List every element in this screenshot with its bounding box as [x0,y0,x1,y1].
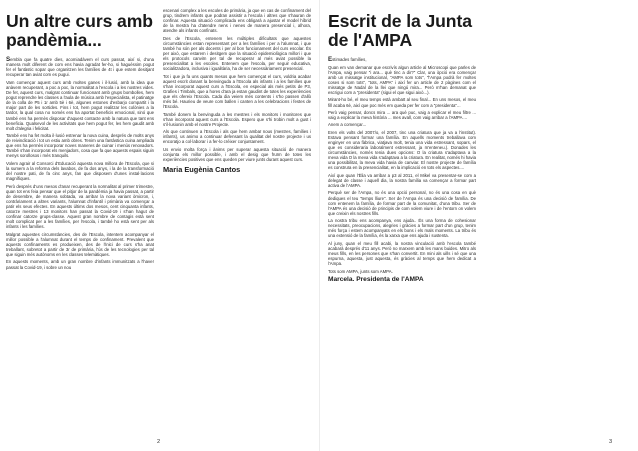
right-page-title: Escrit de la Junta de l'AMPA [328,11,472,50]
paragraph: Quan em van demanar que escrivís algun article al Microscopi que parles de l'Ampa, vaig pensar "i ara... què tinc a dir?" Clar, una òpció era començar amb un missatge institucional, "AMPA som tots", "l'Ampa podrà fer moltes coses si som tots", "tots, AMPA" i així fer un article de 2 pàgines com el missatge de Nadal de la llei que ningú mira... Però m'han demanat que escrigui com a "presidenta" (sigui el que sigui això...). [328,64,476,96]
paragraph: També donem la benvinguda a les mestres i els monitors i monitores que s'han incorporat aquest curs a l'Escola. Espero que s'hi trobin molt a gust i s'il·lusionin amb el nostre Projecte. [163,111,311,127]
paragraph: Vam començar aquest curs amb moltes ganes i il·lusió, amb la idea que anàvem recuperant, a poc a poc, la normalitat a l'escola i a les nostres vides. De fet, aquest curs, malgrat continuar funcionant amb grups bombolles, hem pogut reprendre les classes a l'aula de música amb l'especialista, el patinatge de la colla de P5 i 1r amb 5è i 6è, algunes estones d'esbarjo compartit i la major part de les sortides. Fins i tot, hem pogut realitzar les colònies a la tardor, la qual cosa no només ens ha aportat beneficis emocional, sinó que també ens ha permès disposar d'aquest contacte amb la natura que tant ens beneficia. Qualsevol de les activitats que hem pogut fer, les hem gaudit amb molt d'alegria i felicitat. [6,79,154,131]
paragraph: Us envio molta força i ànims per superar aquesta situació de manera conjunta els millor possible, i amb el desig que fruïm de totes les experiències positives que ens queden per viure junts durant aquest curs. [163,146,311,163]
author-signature: Maria Eugènia Cantos [163,165,241,175]
paragraph: Als que continuen a l'Escola i als que hem ambaï nous (mestres, famílies i infants), us animo a continuar defensant la qualitat del nostre projecte i us encoratjo a col·laborar i a fer-lo créixer conjuntament. [163,129,311,145]
paragraph: Al juny, quan el meu fill acabi, la nostra vinculació amb l'escola també acabarà després d'11 anys. Però no marxem amb les mans buides. Mitro als meus fills, en les persones que s'han convertit. En mini als uills i sé que una espurna, aquesta, just aquesta, és gràcies al temps que hem dedicat a l'Ampa. [328,240,476,267]
paragraph: escenari complex a les escoles de primària, ja que en cas de confinament del grup, tindrem infants que podran assistir a l'escola i altres que s'hauran de confinar. Aquesta situació complicada ens obligarà a ajustar el model híbrid de la mestra ha d'atendre nens i nenes de manera presencial i, alhora, atendre als infants confinats. [163,8,311,34]
right-page-column-1 [328,8,476,432]
paragraph: Però després d'uns mesos d'anar recuperant la normalitat al primer trimestre, quan tot ens feia pensar que el pitjor de la pandèmia ja havia passat, a partir de desembre, de manera sobtada, va arribar la nova variant òmicron, i, contràriament a altres variants, l'alumnat d'infantil i primària va començar a patir els seus efectes. En aquests últims dos mesos, cent cinquanta infants, catorze mestres i 13 monitors han passat la Covid-19 i s'han hagut de confinar catorze grups-classe. Aquest gran nombre de contagis està sent molt complicat per a les famílies, per l'escola, i també ho està sent per als infants i les famílies. [6,183,154,230]
paragraph: Des de l'Escola, entenem les múltiples dificultats que aquestes circumstàncies estan representant per a les famílies i per a l'alumnat, i que també ho són per als docents i per al bon funcionament del curs escolar. És per això, que estarem i desitgem que la situació epidemiològica millori i que els protocols canviïn per tal de recuperar al més aviat possible la presencialitat a les escoles. Entenem que l'escola, per seguir educativa, socialitzadora, inclusiva i igualitària, ha de ser necessàriament presencial. [163,35,311,72]
paragraph: La nostra tribu ens acompanya, ens ajuda.. És una forma de cohesionar necessitats, preocupacions, alegries i gràcies a formar part d'un grup, tenim més força i estem acompanyats en els bons i els mals moments. La tribu és una extensió de la família, és la xarxa que ens ajuda i sustenta. [328,218,476,239]
right-page [319,0,638,451]
paragraph: Volem agrair al Consorci d'Educació aquesta nova millora de l'Escola, que si la sumem a la reforma dels lavabos, de fa dos anys, i la de la transformació del nostre pati, de fa cinc anys, fan que disposem d'unes instal·lacions magnífiques. [6,160,154,182]
paragraph: Tots som AMPA, junts som AMPA. [328,268,393,274]
paragraph: Malgrat aquestes circumstàncies, des de l'Escola, intentem acompanyar el millor possible a l'alumnat durant el temps de confinament. Prevalent que aquests confinaments es produeixen, des de l'inici de curs s'ha anat treballant, sobretot a partir de 3r de primària, l'ús de les tecnologies per tal que siguin més autònoms en les classes telemàtiques. [6,231,154,258]
paragraph: Sembla que fa quatre dies, acomiadàvem el curs passat, així si, d'una manera molt diferent de com ens havia agradat fer-ho, si haguéssim pogut fer el fantàstic sopar que organitzen les famílies de 4t i que estem desitjant recuperar tan aviat com es pugui. [6,56,154,78]
left-page-title: Un altre curs amb pandèmia... [6,11,153,50]
paragraph: Anem a començar... [328,122,367,128]
paragraph: Eren els volts del 2007/o, el 2007, tinc una criatura que ja va a l'institut). Estava pensant formar una família. En aquells moments treballava com enginyer en una fàbrica, viatjava molt, tenia una vida estressant, sopars, el que es consideraria laboralment estressant, ja m'enteneu.). Donades les circumstàncies, només tenia dues opcions: O la criatura s'adaptava a la meva vida O la meva vida s'adaptava a la criatura. En realitat, només hi havia una possibilitat, la meva vida havia de canviar. El nostre projecte de família es construïa en la presencialitat, en la implicació en tots els aspectes.... [328,129,476,171]
paragraph: Però vaig pensar, doncs mira ... ara què puc, vaig a explicar el meu filtre ... vaig a explicar la meva història ... mes avall, com vaig arribar a l'AMPA ... [328,109,476,121]
page-number: 3 [609,439,613,445]
paragraph: En aquests moments, amb un gran nombre d'infants immunitzats a l'haver passat la Covid-19, i sobre un nou [6,259,154,270]
paragraph: Perquè ser de l'Ampa, no és una opció personal, no és una cosa en què dediques el teu "temps lliure". Ser de l'Ampa és una decisió de família. De com entenem la família, de formar part de la comunitat, d'una tribu. Ser de l'AMPA és una decisió de principis de com volem viure i de l'entorn on volem que creixin els nostres fills. [328,190,476,216]
paragraph: També ens ha fet molta il·lusió estrenar la nova cuina, després de molts anys de reivindicació i tot un estiu amb obres. Tenim una fantàstica cuina ampliada que ens ha permès incorporar noves maneres de cuinar i menús renovadors. També s'han incorporat els menjadors, cosa que fa que aquests espais siguin menys sorollosos i més tranquils. [6,133,154,159]
author-signature: Marcela. Presidenta de l'AMPA [328,276,424,284]
left-page-column-2 [163,8,311,432]
paragraph: Mirant-ho bé, el meu temps està ambaït al seu final... En uns mesos, el meu fill acaba 6è, així que poc més em queda per fer com a "presidenta"... [328,97,476,108]
paragraph: Així que quan l'Èlia va arribar a p3 al 2011, el Mikel va presentar-se com a delegat de classe i aquell dia, la nostra família va començar a formar part activa de l'AMPA. [328,172,476,189]
left-page-column-1 [6,8,154,432]
page-number: 2 [157,439,161,445]
paragraph: Tot i que ja fa uns quants mesos que hem començat el curs, voldria acabar aquest escrit donant la benvinguda a l'Escola als infants i a les famílies que s'han incorporat aquest curs a l'Escola, en especial als més petits de P3, Grafies i Timbals, que a hores d'ara ja estan gaudint de totes les experiències que els ofereix l'Escola. Cada dia veiem més contents i s'ho passen d'allò més bé. Haurieu de veure com ballen i canten a les celebracions i festes de l'Escola. [163,73,311,110]
salutation: Estimades famílies, [328,56,367,64]
